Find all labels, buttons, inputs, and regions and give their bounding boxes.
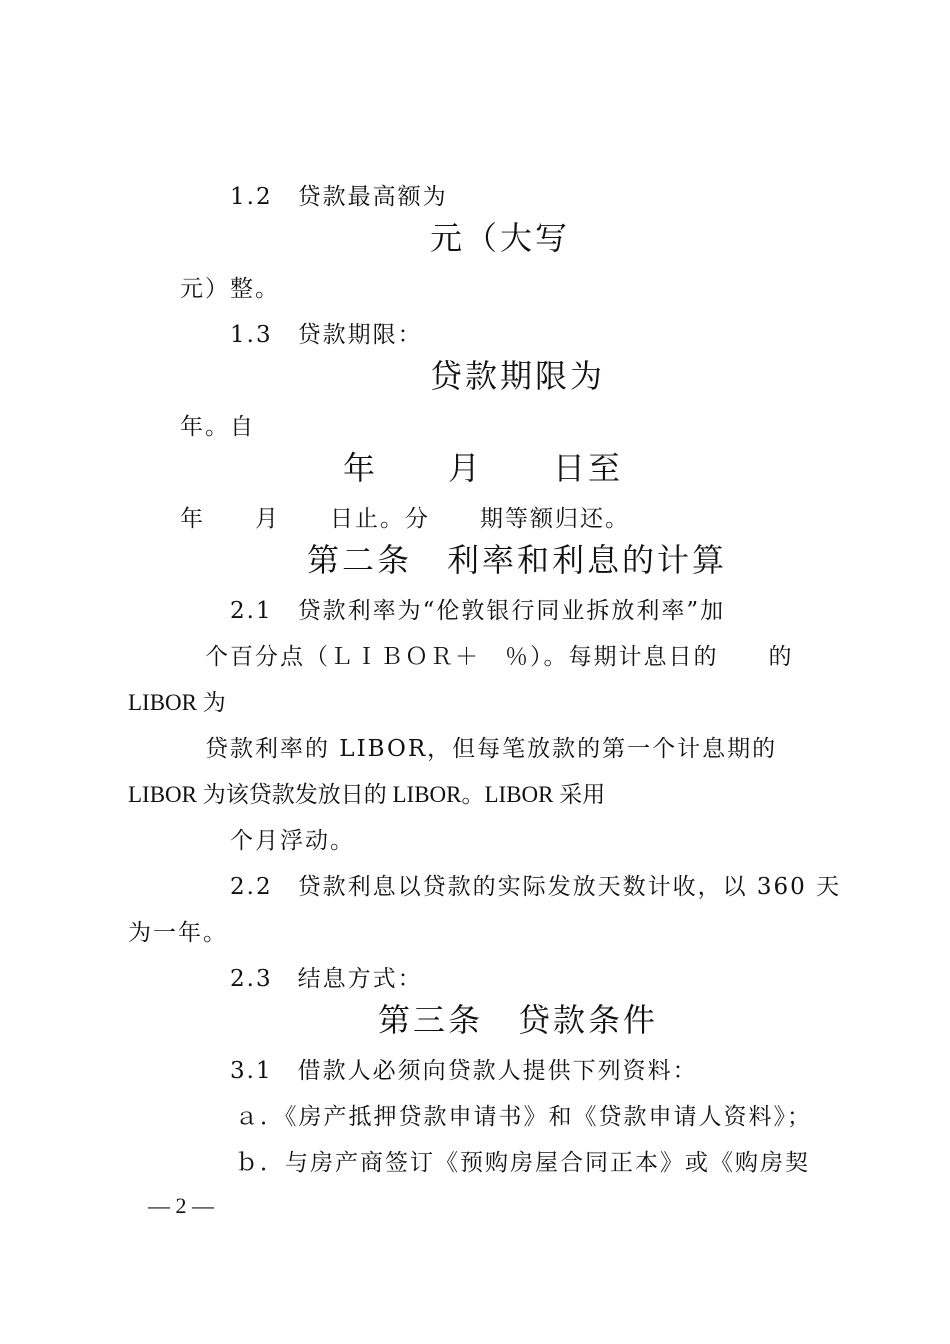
clause-2-1: 2.1 贷款利率为“伦敦银行同业拆放利率”加 <box>230 598 726 624</box>
clause-3-1-item-a: ａ．《房产抵押贷款申请书》和《贷款申请人资料》； <box>235 1104 812 1130</box>
amount-suffix: 元）整。 <box>180 276 280 302</box>
clause-3-1-item-b: ｂ．与房产商签订《预购房屋合同正本》或《购房契 <box>235 1150 810 1176</box>
clause-3-1: 3.1 借款人必须向贷款人提供下列资料： <box>230 1058 698 1084</box>
clause-2-1-cont-1: 个百分点（ＬＩＢＯＲ＋ ％）。每期计息日的 的 <box>205 644 794 670</box>
clause-2-1-cont-4: LIBOR 为该贷款发放日的 LIBOR。LIBOR 采用 <box>128 782 606 807</box>
clause-1-3: 1.3 贷款期限： <box>230 322 423 348</box>
clause-2-2-cont: 为一年。 <box>128 920 228 946</box>
clause-2-1-cont-5: 个月浮动。 <box>230 828 355 854</box>
article-3-heading: 第三条 贷款条件 <box>378 1001 659 1039</box>
clause-2-3: 2.3 结息方式： <box>230 966 423 992</box>
loan-term-years: 年。自 <box>180 414 255 440</box>
loan-end-date: 年 月 日止。分 期等额归还。 <box>180 506 630 532</box>
clause-1-2: 1.2 贷款最高额为 <box>230 184 448 210</box>
article-2-heading: 第二条 利率和利息的计算 <box>307 541 728 579</box>
clause-2-1-cont-3: 贷款利率的 LIBOR，但每笔放款的第一个计息期的 <box>205 736 778 762</box>
loan-term-label: 贷款期限为 <box>430 357 606 395</box>
amount-capital-label: 元（大写 <box>430 219 571 257</box>
clause-2-2: 2.2 贷款利息以贷款的实际发放天数计收，以 360 天 <box>230 874 842 900</box>
loan-start-date: 年 月 日至 <box>343 449 624 487</box>
page-number: — 2 — <box>148 1193 214 1218</box>
clause-2-1-cont-2: LIBOR 为 <box>128 690 226 715</box>
